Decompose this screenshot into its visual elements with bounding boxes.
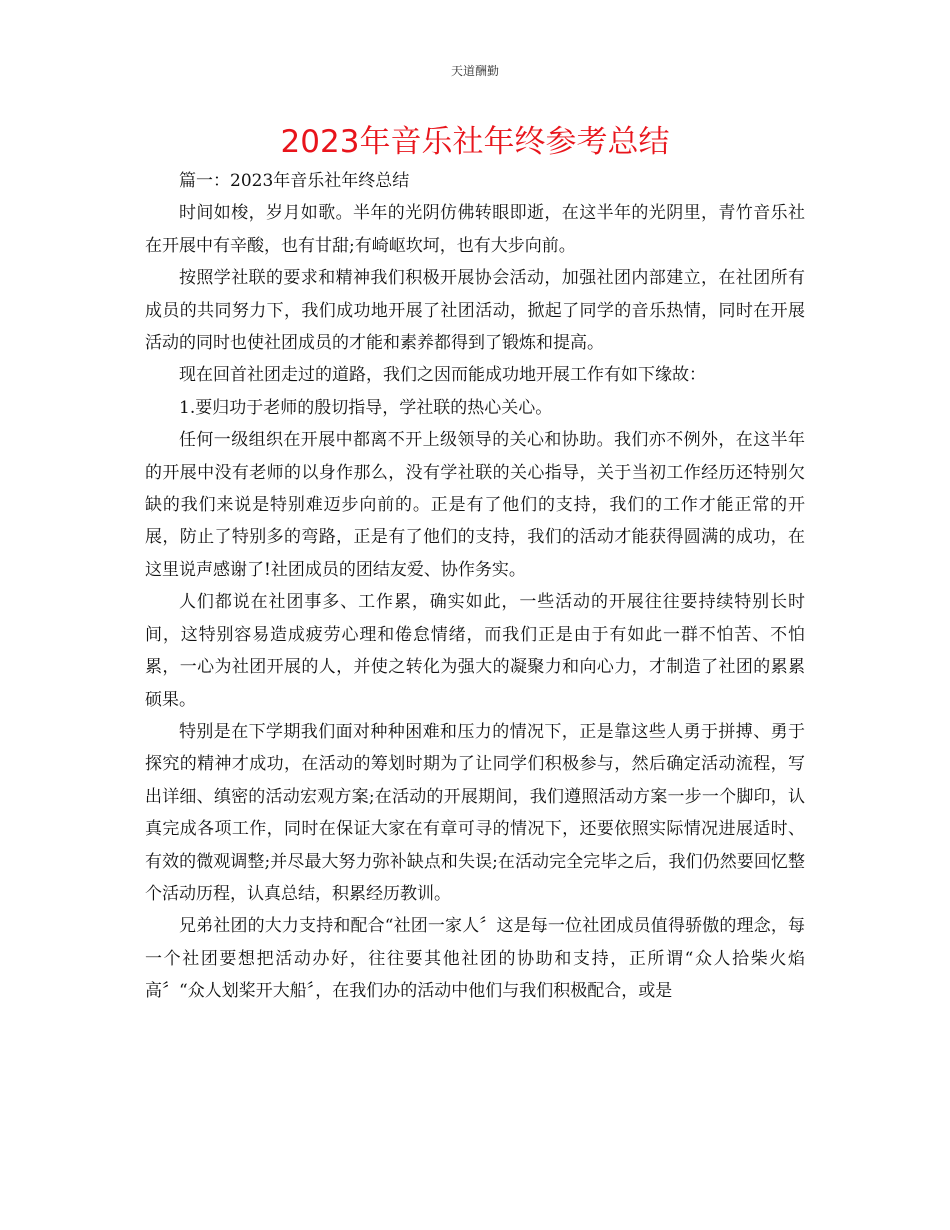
paragraph: 时间如梭，岁月如歌。半年的光阴仿佛转眼即逝，在这半年的光阴里，青竹音乐社在开展中有辛酸，也有甘甜;有崎岖坎坷，也有大步向前。 bbox=[145, 203, 805, 256]
document-body bbox=[145, 165, 805, 1008]
paragraph-section-heading: 篇一：2023年音乐社年终总结 bbox=[179, 171, 410, 191]
paragraph: 人们都说在社团事多、工作累，确实如此，一些活动的开展往往要持续特别长时间，这特别容易造成疲劳心理和倦怠情绪，而我们正是由于有如此一群不怕苦、不怕累，一心为社团开展的人，并使之转化为强大的凝聚力和向心力，才制造了社团的累累硕果。 bbox=[145, 592, 805, 710]
paragraph: 任何一级组织在开展中都离不开上级领导的关心和协助。我们亦不例外，在这半年的开展中没有老师的以身作那么，没有学社联的关心指导，关于当初工作经历还特别欠缺的我们来说是特别难迈步向前的。正是有了他们的支持，我们的工作才能正常的开展，防止了特别多的弯路，正是有了他们的支持，我们的活动才能获得圆满的成功，在这里说声感谢了!社团成员的团结友爱、协作务实。 bbox=[145, 430, 805, 580]
paragraph: 现在回首社团走过的道路，我们之因而能成功地开展工作有如下缘故： bbox=[179, 365, 706, 386]
paragraph-list-item: 1.要归功于老师的殷切指导，学社联的热心关心。 bbox=[179, 397, 553, 418]
paragraph: 特别是在下学期我们面对种种困难和压力的情况下，正是靠这些人勇于拼搏、勇于探究的精神才成功，在活动的筹划时期为了让同学们积极参与，然后确定活动流程，写出详细、缜密的活动宏观方案;在活动的开展期间，我们遵照活动方案一步一个脚印，认真完成各项工作，同时在保证大家在有章可寻的情况下，还要依照实际情况进展适时、有效的微观调整;并尽最大努力弥补缺点和失误;在活动完全完毕之后，我们仍然要回忆整个活动历程，认真总结，积累经历教训。 bbox=[145, 721, 805, 904]
paragraph: 兄弟社团的大力支持和配合“社团一家人〞这是每一位社团成员值得骄傲的理念，每一个社团要想把活动办好，往往要其他社团的协助和支持，正所谓“众人拾柴火焰高〞“众人划桨开大船〞，在我们办的活动中他们与我们积极配合，或是 bbox=[145, 916, 805, 1002]
document-title: 2023年音乐社年终参考总结 bbox=[280, 124, 670, 160]
paragraph: 按照学社联的要求和精神我们积极开展协会活动，加强社团内部建立，在社团所有成员的共同努力下，我们成功地开展了社团活动，掀起了同学的音乐热情，同时在开展活动的同时也使社团成员的才能和素养都得到了锻炼和提高。 bbox=[145, 268, 805, 354]
page-header: 天道酬勤 bbox=[450, 64, 499, 78]
